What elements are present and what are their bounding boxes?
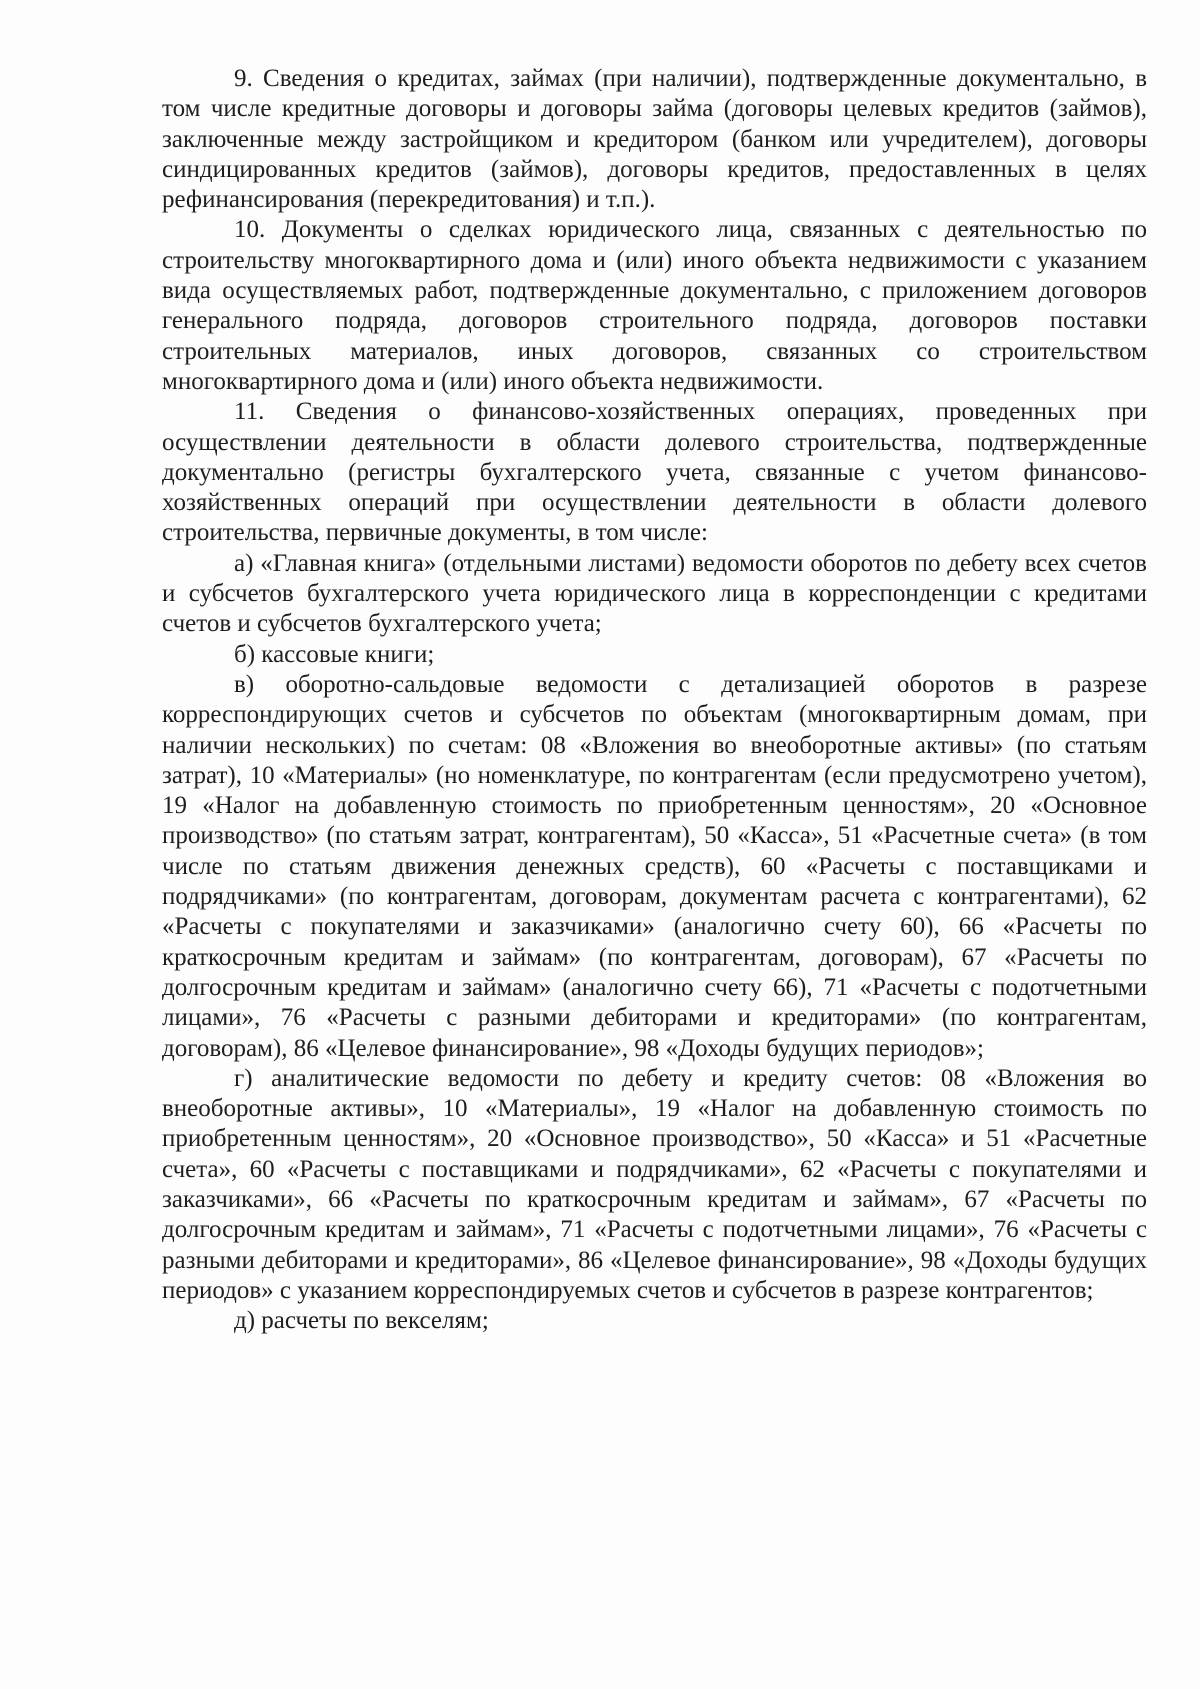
paragraph-item-9: 9. Сведения о кредитах, займах (при наличии), подтвержденные документально, в том числе кредитные договоры и договоры займа (договоры целевых кредитов (займов), заключенные между застройщиком и кредитором (банком или учредителем), договоры синдицированных кредитов (займов), договоры кредитов, предоставленных в целях рефинансирования (перекредитования) и т.п.). (162, 65, 1147, 214)
paragraph-item-11: 11. Сведения о финансово-хозяйственных операциях, проведенных при осуществлении деятельности в области долевого строительства, подтвержденные документально (регистры бухгалтерского учета, связанные с учетом финансово-хозяйственных операций при осуществлении деятельности в области долевого строительства, первичные документы, в том числе: (162, 398, 1147, 547)
document-body (162, 64, 1147, 1336)
subitem-a: а) «Главная книга» (отдельными листами) ведомости оборотов по дебету всех счетов и субсчетов бухгалтерского учета юридического лица в корреспонденции с кредитами счетов и субсчетов бухгалтерского учета; (162, 549, 1147, 638)
subitem-v: в) оборотно-сальдовые ведомости с детализацией оборотов в разрезе корреспондирующих счетов и субсчетов по объектам (многоквартирным домам, при наличии нескольких) по счетам: 08 «Вложения во внеоборотные активы» (по статьям затрат), 10 «Материалы» (но номенклатуре, по контрагентам (если предусмотрено учетом), 19 «Налог на добавленную стоимость по приобретенным ценностям», 20 «Основное производство» (по статьям затрат, контрагентам), 50 «Касса», 51 «Расчетные счета» (в том числе по статьям движения денежных средств), 60 «Расчеты с поставщиками и подрядчиками» (по контрагентам, договорам, документам расчета с контрагентами), 62 «Расчеты с покупателями и заказчиками» (аналогично счету 60), 66 «Расчеты по краткосрочным кредитам и займам» (по контрагентам, договорам), 67 «Расчеты по долгосрочным кредитам и займам» (аналогично счету 66), 71 «Расчеты с подотчетными лицами», 76 «Расчеты с разными дебиторами и кредиторами» (по контрагентам, договорам), 86 «Целевое финансирование», 98 «Доходы будущих периодов»; (162, 670, 1147, 1062)
subitem-g: г) аналитические ведомости по дебету и кредиту счетов: 08 «Вложения во внеоборотные активы», 10 «Материалы», 19 «Налог на добавленную стоимость по приобретенным ценностям», 20 «Основное производство», 50 «Касса» и 51 «Расчетные счета», 60 «Расчеты с поставщиками и подрядчиками», 62 «Расчеты с покупателями и заказчиками», 66 «Расчеты по краткосрочным кредитам и займам», 67 «Расчеты по долгосрочным кредитам и займам», 71 «Расчеты с подотчетными лицами», 76 «Расчеты с разными дебиторами и кредиторами», 86 «Целевое финансирование», 98 «Доходы будущих периодов» с указанием корреспондируемых счетов и субсчетов в разрезе контрагентов; (162, 1064, 1147, 1304)
subitem-d: д) расчеты по векселям; (234, 1307, 489, 1335)
subitem-b: б) кассовые книги; (234, 640, 435, 668)
paragraph-item-10: 10. Документы о сделках юридического лица, связанных с деятельностью по строительству многоквартирного дома и (или) иного объекта недвижимости с указанием вида осуществляемых работ, подтвержденные документально, с приложением договоров генерального подряда, договоров строительного подряда, договоров поставки строительных материалов, иных договоров, связанных со строительством многоквартирного дома и (или) иного объекта недвижимости. (162, 216, 1147, 395)
